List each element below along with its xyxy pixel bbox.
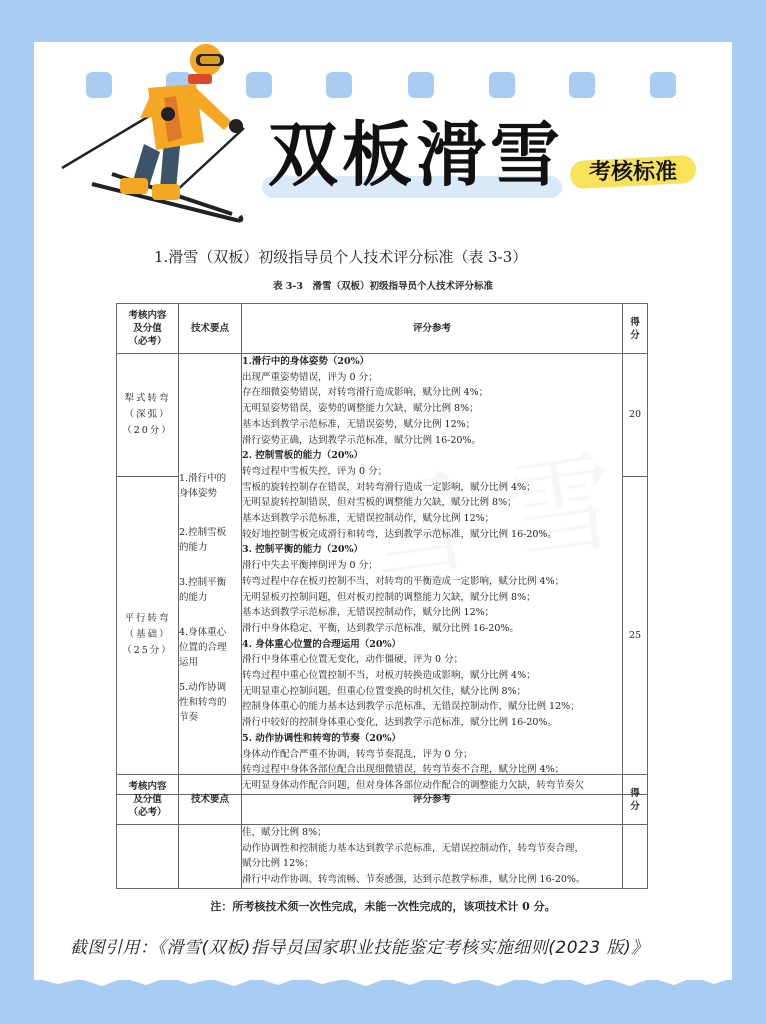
criteria-heading: 1.滑行中的身体姿势（20%） xyxy=(242,356,370,367)
criteria-cell xyxy=(242,354,623,795)
criteria-line: 无明显板刃控制问题，但对板刃控制的调整能力欠缺，赋分比例 8%； xyxy=(242,591,536,603)
content-line: （深弧） xyxy=(124,408,171,420)
score-cell: 20 xyxy=(623,354,648,477)
tech-point-line: 4.身体重心 xyxy=(179,626,227,638)
tech-point-line: 3.控制平衡 xyxy=(179,576,227,588)
header-content-line: 考核内容 xyxy=(128,781,167,792)
criteria-heading: 3. 控制平衡的能力（20%） xyxy=(242,544,363,556)
content-line: （25分） xyxy=(122,645,173,657)
criteria-line: 较好地控制雪板完成滑行和转弯，达到教学示范标准，赋分比例 16-20%。 xyxy=(242,528,557,540)
tech-point-line: 的能力 xyxy=(179,541,208,553)
header-tech: 技术要点 xyxy=(179,775,242,825)
criteria-line: 滑行姿势正确，达到教学示范标准，赋分比例 16-20%。 xyxy=(242,434,481,446)
criteria-line: 出现严重姿势错误，评为 0 分； xyxy=(242,371,378,383)
content-line: （基础） xyxy=(124,629,171,641)
continued-criteria-cell xyxy=(242,825,623,889)
tech-point-line: 性和转弯的 xyxy=(179,696,227,708)
header-score xyxy=(623,304,648,354)
binder-hole xyxy=(569,72,595,98)
table-row xyxy=(117,354,648,477)
tech-point-line: 身体姿势 xyxy=(179,487,218,499)
tech-point-line: 的能力 xyxy=(179,591,208,603)
page-title: 双板滑雪 xyxy=(268,114,564,196)
header-content-line: 及分值 xyxy=(133,323,162,334)
header-content xyxy=(117,304,179,354)
criteria-line: 基本达到教学示范标准，无错误姿势，赋分比例 12%； xyxy=(242,418,476,430)
header-score-line: 得 xyxy=(630,787,640,799)
criteria-line: 无明显姿势错误，姿势的调整能力欠缺，赋分比例 8%； xyxy=(242,403,479,415)
skier-illustration xyxy=(56,38,256,228)
criteria-line: 无明显重心控制问题，但重心位置变换的时机欠佳，赋分比例 8%； xyxy=(242,685,527,697)
tech-point-line: 节奏 xyxy=(179,711,199,723)
criteria-line: 控制身体重心的能力基本达到教学示范标准，无错误控制动作，赋分比例 12%； xyxy=(242,701,580,713)
scoring-table-continued xyxy=(116,774,648,889)
table-row xyxy=(117,825,648,889)
content-cell xyxy=(117,476,179,794)
source-citation: 截图引用：《滑雪(双板)指导员国家职业技能鉴定考核实施细则(2023 版)》 xyxy=(70,938,649,958)
binder-hole xyxy=(326,72,352,98)
scoring-table xyxy=(116,303,648,795)
section-title: 1.滑雪（双板）初级指导员个人技术评分标准（表 3-3） xyxy=(154,248,528,266)
content-line: 犁式转弯 xyxy=(124,392,171,404)
criteria-line: 存在细微姿势错误，对转弯滑行造成影响，赋分比例 4%； xyxy=(242,387,489,399)
header-content-line: 及分值 xyxy=(133,794,162,805)
criteria-line: 基本达到教学示范标准，无错误控制动作，赋分比例 12%； xyxy=(242,513,495,525)
header-score-line: 分 xyxy=(630,329,640,341)
header-score-line: 得 xyxy=(630,316,640,328)
tech-points-cell xyxy=(179,354,242,795)
content-line: 平行转弯 xyxy=(124,613,171,625)
tech-point-line: 运用 xyxy=(179,656,199,668)
criteria-line: 转弯过程中重心位置控制不当，对板刃转换造成影响，赋分比例 4%； xyxy=(242,670,536,682)
header-score-line: 分 xyxy=(630,800,640,812)
criteria-heading: 4. 身体重心位置的合理运用（20%） xyxy=(242,638,401,650)
header-content xyxy=(117,775,179,825)
tech-point-line: 1.滑行中的 xyxy=(179,472,227,484)
binder-hole xyxy=(489,72,515,98)
binder-hole xyxy=(650,72,676,98)
header-ref: 评分参考 xyxy=(242,775,623,825)
criteria-heading: 2. 控制雪板的能力（20%） xyxy=(242,450,363,462)
tech-point-line: 5.动作协调 xyxy=(179,681,227,693)
table-caption: 表 3-3 滑雪（双板）初级指导员个人技术评分标准 xyxy=(273,281,493,292)
title-tag xyxy=(570,150,696,194)
table-header-row xyxy=(117,304,648,354)
criteria-line: 滑行中较好的控制身体重心变化，达到教学示范标准，赋分比例 16-20%。 xyxy=(242,717,557,729)
content-cell xyxy=(117,354,179,477)
criteria-line: 身体动作配合严重不协调，转弯节奏混乱，评为 0 分； xyxy=(242,748,473,760)
score-cell: 25 xyxy=(623,476,648,794)
header-content-line: 考核内容 xyxy=(128,310,167,321)
criteria-line: 滑行中动作协调、转弯流畅、节奏感强，达到示范教学标准，赋分比例 16-20%。 xyxy=(242,874,586,886)
header-ref: 评分参考 xyxy=(242,304,623,354)
header-content-line: （必考） xyxy=(128,807,167,818)
header-score xyxy=(623,775,648,825)
criteria-line: 滑行中失去平衡摔倒评为 0 分； xyxy=(242,560,378,572)
table-note: 注：所考核技术须一次性完成，未能一次性完成的，该项技术计 0 分。 xyxy=(210,900,556,913)
header-content-line: （必考） xyxy=(128,336,167,347)
criteria-line: 转弯过程中雪板失控，评为 0 分； xyxy=(242,465,388,477)
content-line: （20分） xyxy=(122,424,173,436)
criteria-line: 转弯过程中身体各部位配合出现细微错误，转弯节奏不合理，赋分比例 4%； xyxy=(242,764,565,776)
tech-point-line: 2.控制雪板 xyxy=(179,526,227,538)
header-tech: 技术要点 xyxy=(179,304,242,354)
criteria-line: 无明显身体动作配合问题，但对身体各部位动作配合的调整能力欠缺，转弯节奏欠 xyxy=(242,779,585,791)
content-cell xyxy=(117,825,179,889)
criteria-line: 滑行中身体稳定、平衡，达到教学示范标准，赋分比例 16-20%。 xyxy=(242,622,519,634)
tech-point-line: 位置的合理 xyxy=(179,641,227,653)
criteria-line: 佳，赋分比例 8%； xyxy=(242,827,327,838)
tag-label: 考核标准 xyxy=(588,160,677,185)
criteria-line: 雪板的旋转控制存在错误，对转弯滑行造成一定影响，赋分比例 4%； xyxy=(242,481,536,493)
criteria-line: 滑行中身体重心位置无变化，动作僵硬，评为 0 分； xyxy=(242,654,464,666)
torn-paper-edge xyxy=(34,968,732,992)
criteria-line: 转弯过程中存在板刃控制不当，对转弯的平衡造成一定影响，赋分比例 4%； xyxy=(242,575,565,587)
criteria-line: 基本达到教学示范标准，无错误控制动作，赋分比例 12%； xyxy=(242,607,495,619)
tech-points-cell xyxy=(179,825,242,889)
criteria-line: 动作协调性和控制能力基本达到教学示范标准，无错误控制动作，转弯节奏合理， xyxy=(242,842,585,854)
criteria-heading: 5. 动作协调性和转弯的节奏（20%） xyxy=(242,732,401,744)
table-header-row xyxy=(117,775,648,825)
binder-hole xyxy=(408,72,434,98)
score-cell xyxy=(623,825,648,889)
criteria-line: 赋分比例 12%； xyxy=(242,858,314,870)
criteria-line: 无明显旋转控制错误，但对雪板的调整能力欠缺，赋分比例 8%； xyxy=(242,497,517,509)
